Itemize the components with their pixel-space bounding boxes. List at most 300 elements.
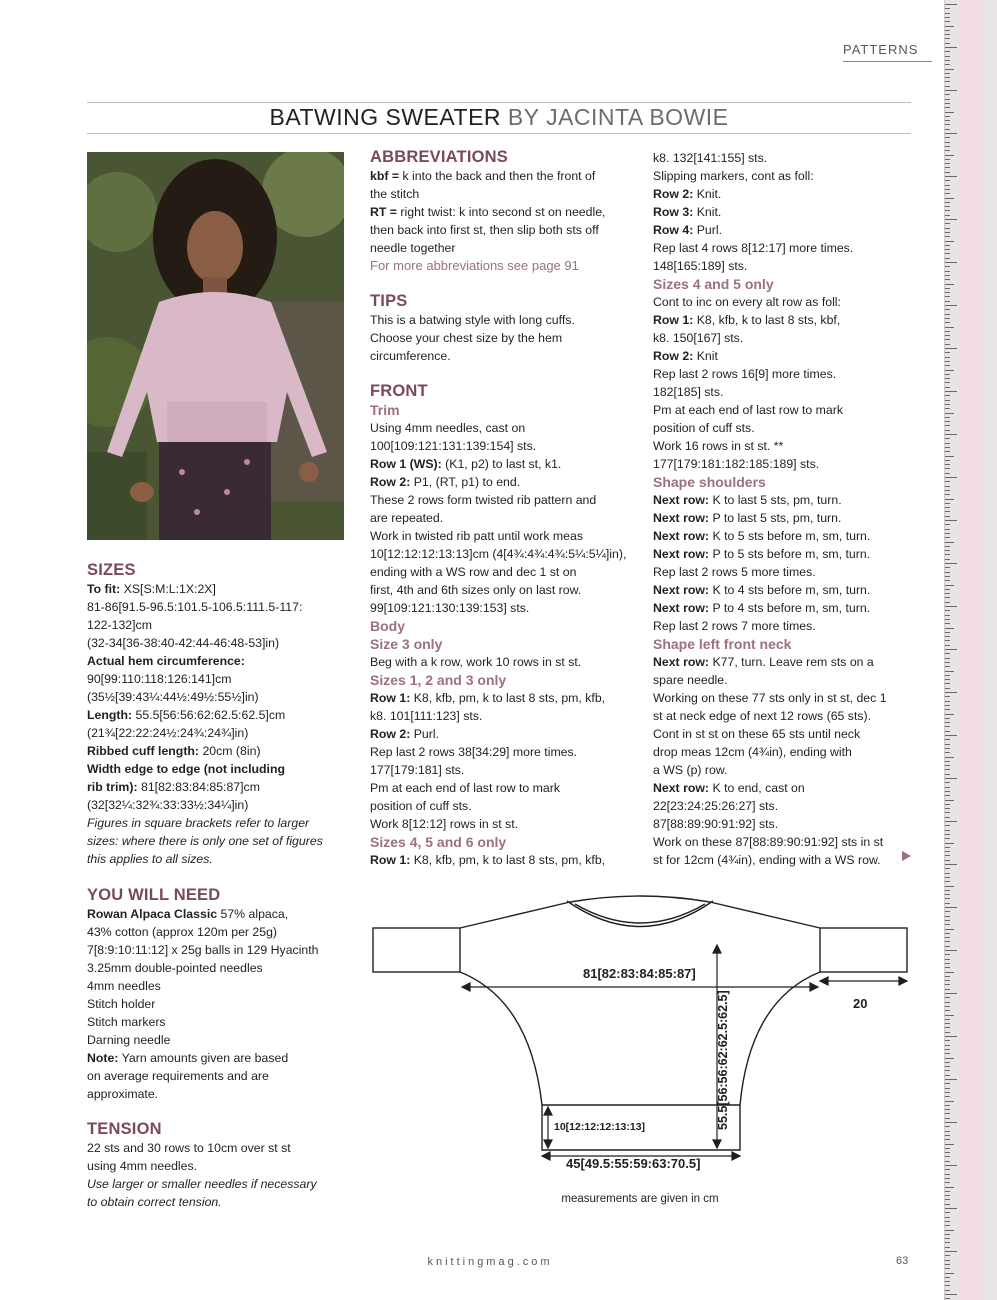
shoulders-line: Next row: K to 5 sts before m, sm, turn.: [653, 529, 871, 543]
ruler-tick: [945, 782, 950, 783]
sizes123-lines: [370, 689, 640, 833]
ruler-tick: [945, 430, 950, 431]
sizes-line: Actual hem circumference:: [87, 654, 245, 668]
abbreviations-lines: [370, 167, 640, 257]
shoulders-line: Next row: P to 4 sts before m, sm, turn.: [653, 601, 871, 615]
ruler-tick: [945, 933, 950, 934]
ruler-tick: [945, 1101, 954, 1102]
tension-line: 22 sts and 30 rows to 10cm over st st: [87, 1141, 291, 1155]
ruler-tick: [945, 94, 950, 95]
ruler-tick: [945, 378, 950, 379]
ruler-tick: [945, 739, 950, 740]
ruler-tick: [945, 722, 950, 723]
ruler-tick: [945, 585, 954, 586]
ruler-tick: [945, 133, 957, 134]
sizes45-line: Row 2: Knit: [653, 349, 718, 363]
ruler-tick: [945, 1015, 954, 1016]
shoulders-line: Next row: P to 5 sts before m, sm, turn.: [653, 547, 871, 561]
ruler-tick: [945, 296, 950, 297]
ruler-tick: [945, 1264, 950, 1265]
ruler-tick: [945, 1036, 957, 1037]
ruler-tick: [945, 443, 950, 444]
tension-note-line: to obtain correct tension.: [87, 1195, 222, 1209]
shoulders-line: Next row: K to 4 sts before m, sm, turn.: [653, 583, 871, 597]
ruler-tick: [945, 468, 950, 469]
ruler-tick: [945, 51, 950, 52]
shoulders-line: Next row: K to last 5 sts, pm, turn.: [653, 493, 842, 507]
ruler-tick: [945, 301, 950, 302]
ruler-tick: [945, 718, 950, 719]
trim-heading: Trim: [370, 402, 400, 418]
right-cuff: [820, 928, 907, 972]
ruler-tick: [945, 322, 950, 323]
title-rule-top: [87, 102, 911, 103]
ruler-tick: [945, 81, 950, 82]
ruler-tick: [945, 894, 950, 895]
ruler-tick: [945, 1294, 957, 1295]
ruler-tick: [945, 997, 950, 998]
ruler-tick: [945, 112, 954, 113]
sizes-line: (21¾[22:22:24½:24¾:24¾]in): [87, 726, 249, 740]
ruler-tick: [945, 47, 957, 48]
ruler-tick: [945, 830, 950, 831]
hem-label: 45[49.5:55:59:63:70.5]: [566, 1156, 701, 1171]
sizes-line: (35½[39:43¼:44½:49½:55½]in): [87, 690, 259, 704]
ruler-tick: [945, 1075, 950, 1076]
ruler-tick: [945, 666, 950, 667]
ruler-tick: [945, 163, 950, 164]
neck-line: drop meas 12cm (4¾in), ending with: [653, 745, 852, 759]
need-lines: [87, 905, 349, 1103]
ruler-tick: [945, 1238, 950, 1239]
sizes-note-line: this applies to all sizes.: [87, 852, 213, 866]
ruler-tick: [945, 1148, 950, 1149]
sizes-lines: [87, 580, 349, 814]
ruler-tick: [945, 21, 950, 22]
ruler-tick: [945, 425, 950, 426]
ruler-tick: [945, 924, 950, 925]
col3-top-line: Row 4: Purl.: [653, 223, 723, 237]
section-underline: [843, 61, 932, 62]
sizes456-line: Row 1: K8, kfb, pm, k to last 8 sts, pm, kfb,: [370, 853, 606, 867]
width-label: 81[82:83:84:85:87]: [583, 966, 696, 981]
tension-lines: [87, 1139, 349, 1175]
ruler-tick: [945, 275, 950, 276]
more-abbreviations-link[interactable]: For more abbreviations see page 91: [370, 258, 579, 273]
ruler-tick: [945, 456, 954, 457]
need-line: 43% cotton (approx 120m per 25g): [87, 925, 278, 939]
ruler-tick: [945, 533, 950, 534]
trim-line: ending with a WS row and dec 1 st on: [370, 565, 577, 579]
trim-line: Row 1 (WS): (K1, p2) to last st, k1.: [370, 457, 562, 471]
ruler-tick: [945, 486, 950, 487]
ruler-tick: [945, 34, 950, 35]
ruler-tick: [945, 417, 950, 418]
ruler-tick: [945, 288, 950, 289]
trim-line: These 2 rows form twisted rib pattern and: [370, 493, 597, 507]
ruler-tick: [945, 976, 950, 977]
sizes-line: 81-86[91.5-96.5:101.5-106.5:111.5-117:: [87, 600, 303, 614]
ruler-tick: [945, 812, 950, 813]
ruler-tick: [945, 619, 950, 620]
size3-lines: [370, 653, 640, 671]
ruler-tick: [945, 1040, 950, 1041]
trim-line: 100[109:121:131:139:154] sts.: [370, 439, 537, 453]
ruler-tick: [945, 1109, 950, 1110]
ruler-tick: [945, 335, 950, 336]
ruler-tick: [945, 873, 950, 874]
ruler-tick: [945, 382, 950, 383]
neck-line: 87[88:89:90:91:92] sts.: [653, 817, 779, 831]
shoulders-line: Next row: P to last 5 sts, pm, turn.: [653, 511, 842, 525]
ruler-tick: [945, 137, 950, 138]
neck-line: st at neck edge of next 12 rows (65 sts).: [653, 709, 872, 723]
ruler-tick: [945, 593, 950, 594]
ruler-tick: [945, 64, 950, 65]
abbreviation-line: the stitch: [370, 187, 420, 201]
ruler-tick: [945, 172, 950, 173]
ruler-tick: [945, 314, 950, 315]
ruler-tick: [945, 597, 950, 598]
ruler-tick: [945, 206, 950, 207]
ruler-tick: [945, 731, 950, 732]
ruler-tick: [945, 1126, 950, 1127]
ruler-tick: [945, 1019, 950, 1020]
ruler-tick: [945, 1242, 950, 1243]
ruler-tick: [945, 56, 950, 57]
ruler-tick: [945, 1195, 950, 1196]
sizes123-line: Rep last 2 rows 38[34:29] more times.: [370, 745, 578, 759]
ruler-tick: [945, 757, 954, 758]
sizes123-line: Row 2: Purl.: [370, 727, 440, 741]
ruler-tick: [945, 1298, 950, 1299]
ruler-tick: [945, 1079, 957, 1080]
abbreviation-line: then back into first st, then slip both sts off: [370, 223, 599, 237]
ruler-tick: [945, 864, 957, 865]
ruler-tick: [945, 967, 950, 968]
ruler-tick: [945, 959, 950, 960]
ruler-tick: [945, 683, 950, 684]
trim-line: Work in twisted rib patt until work meas: [370, 529, 583, 543]
ruler-tick: [945, 671, 954, 672]
ruler-tick: [945, 494, 950, 495]
garment-schematic: [370, 890, 915, 1210]
model-photo-drawing: [87, 152, 344, 540]
tension-note-line: Use larger or smaller needles if necessary: [87, 1177, 317, 1191]
need-line: 7[8:9:10:11:12] x 25g balls in 129 Hyacinth: [87, 943, 319, 957]
ruler-tick: [945, 253, 950, 254]
sizes45-line: 177[179:181:182:185:189] sts.: [653, 457, 820, 471]
ruler-tick: [945, 1092, 950, 1093]
ruler-tick: [945, 142, 950, 143]
sizes-line: Width edge to edge (not including: [87, 762, 285, 776]
ruler-stripe: [959, 0, 981, 1300]
sizes123-line: Pm at each end of last row to mark: [370, 781, 561, 795]
ruler-tick: [945, 808, 950, 809]
tension-notes: [87, 1175, 349, 1211]
ruler-tick: [945, 606, 957, 607]
ruler-tick: [945, 610, 950, 611]
ruler-tick: [945, 279, 950, 280]
tips-line: Choose your chest size by the hem: [370, 331, 563, 345]
abbreviation-line: needle together: [370, 241, 456, 255]
ruler-tick: [945, 1006, 950, 1007]
ruler-tick: [945, 404, 950, 405]
ruler-tick: [945, 103, 950, 104]
ruler-tick: [945, 855, 950, 856]
ruler-tick: [945, 1225, 950, 1226]
ruler-tick: [945, 490, 950, 491]
ruler-tick: [945, 464, 950, 465]
ruler-tick: [945, 180, 950, 181]
ruler-tick: [945, 309, 950, 310]
ruler-tick: [945, 636, 950, 637]
diagram-caption: measurements are given in cm: [561, 1193, 719, 1205]
ruler-tick: [945, 765, 950, 766]
ruler-tick: [945, 1096, 950, 1097]
tips-line: This is a batwing style with long cuffs.: [370, 313, 575, 327]
ruler-tick: [945, 116, 950, 117]
ruler-tick: [945, 662, 950, 663]
ruler-tick: [945, 1234, 950, 1235]
ruler-tick: [945, 1285, 950, 1286]
ruler-tick: [945, 628, 954, 629]
ruler-tick: [945, 714, 954, 715]
ruler-tick: [945, 911, 950, 912]
ruler-tick: [945, 365, 950, 366]
neck-line: Next row: K77, turn. Leave rem sts on a: [653, 655, 874, 669]
ruler-tick: [945, 791, 950, 792]
ruler-tick: [945, 1273, 954, 1274]
ruler-tick: [945, 99, 950, 100]
ruler-tick: [945, 1174, 950, 1175]
ruler-tick: [945, 941, 950, 942]
ruler-tick: [945, 507, 950, 508]
ruler-tick: [945, 352, 950, 353]
front-heading: FRONT: [370, 382, 428, 400]
ruler-tick: [945, 503, 950, 504]
ruler-tick: [945, 774, 950, 775]
ruler-tick: [945, 77, 950, 78]
ruler-tick: [945, 258, 950, 259]
ruler-tick: [945, 1199, 950, 1200]
ruler-tick: [945, 374, 950, 375]
ruler-tick: [945, 90, 957, 91]
abbreviation-line: RT = right twist: k into second st on needle,: [370, 205, 606, 219]
ruler-tick: [945, 223, 950, 224]
sizes123-line: position of cuff sts.: [370, 799, 472, 813]
ruler-tick: [945, 1191, 950, 1192]
sizes45-line: position of cuff sts.: [653, 421, 755, 435]
ruler-tick: [945, 1178, 950, 1179]
ruler-tick: [945, 421, 950, 422]
neck-heading: Shape left front neck: [653, 636, 792, 652]
ruler-tick: [945, 550, 950, 551]
ruler-tick: [945, 640, 950, 641]
sizes-line: Ribbed cuff length: 20cm (8in): [87, 744, 261, 758]
ruler-tick: [945, 413, 954, 414]
ruler-tick: [945, 761, 950, 762]
ruler-tick: [945, 271, 950, 272]
column-middle: [370, 147, 640, 869]
ruler-tick: [945, 331, 950, 332]
ruler-tick: [945, 851, 950, 852]
ruler-tick: [945, 868, 950, 869]
sizes123-heading: Sizes 1, 2 and 3 only: [370, 672, 507, 688]
ruler-tick: [945, 232, 950, 233]
ruler-tick: [945, 800, 954, 801]
sizes-note-line: Figures in square brackets refer to larger: [87, 816, 310, 830]
ruler-tick: [945, 361, 950, 362]
ruler-tick: [945, 563, 957, 564]
ruler-tick: [945, 709, 950, 710]
ruler-tick: [945, 438, 950, 439]
ruler-tick: [945, 447, 950, 448]
continue-arrow-icon: [902, 851, 911, 861]
neck-lines: [653, 653, 915, 869]
ruler-tick: [945, 520, 957, 521]
ruler-tick: [945, 305, 957, 306]
trim-line: first, 4th and 6th sizes only on last row.: [370, 583, 582, 597]
ruler-tick: [945, 1277, 950, 1278]
sizes456-lines: [370, 851, 640, 869]
need-line: Stitch holder: [87, 997, 156, 1011]
ruler-tick: [945, 937, 950, 938]
ruler-tick: [945, 1161, 950, 1162]
ruler-tick: [945, 1105, 950, 1106]
ruler-tick: [945, 1152, 950, 1153]
tips-lines: [370, 311, 640, 365]
neck-line: Working on these 77 sts only in st st, dec 1: [653, 691, 887, 705]
ruler-tick: [945, 167, 950, 168]
ruler-tick: [945, 511, 950, 512]
ruler-tick: [945, 963, 950, 964]
sizes-line: rib trim): 81[82:83:84:85:87]cm: [87, 780, 260, 794]
left-cuff: [373, 928, 460, 972]
neck-line: a WS (p) row.: [653, 763, 728, 777]
ruler-tick: [945, 692, 957, 693]
ruler-tick: [945, 499, 954, 500]
ruler-tick: [945, 4, 957, 5]
trim-line: 10[12:12:12:13:13]cm (4[4¾:4¾:4¾:5¼:5¼]in),: [370, 547, 627, 561]
ruler-tick: [945, 292, 950, 293]
ruler-tick: [945, 13, 950, 14]
ruler-tick: [945, 950, 957, 951]
ruler-tick: [945, 120, 950, 121]
col3-top-line: Row 2: Knit.: [653, 187, 722, 201]
ruler-tick: [945, 847, 950, 848]
shoulders-lines: [653, 491, 915, 635]
ruler-tick: [945, 1251, 957, 1252]
ruler-tick: [945, 735, 957, 736]
shoulders-heading: Shape shoulders: [653, 474, 766, 490]
tension-line: using 4mm needles.: [87, 1159, 198, 1173]
ruler-tick: [945, 198, 954, 199]
ruler-tick: [945, 1122, 957, 1123]
ruler-tick: [945, 249, 950, 250]
ruler-tick: [945, 1182, 950, 1183]
ruler-tick: [945, 843, 954, 844]
ruler-tick: [945, 1281, 950, 1282]
sizes123-line: Work 8[12:12] rows in st st.: [370, 817, 519, 831]
ruler-tick: [945, 916, 950, 917]
ruler-tick: [945, 679, 950, 680]
ruler-tick: [945, 1230, 954, 1231]
ruler-tick: [945, 473, 950, 474]
ruler-tick: [945, 778, 957, 779]
ruler-tick: [945, 821, 957, 822]
ruler-tick: [945, 1187, 954, 1188]
tips-line: circumference.: [370, 349, 451, 363]
ruler-tick: [945, 537, 950, 538]
ruler-tick: [945, 245, 950, 246]
need-heading: YOU WILL NEED: [87, 886, 221, 904]
ruler-tick: [945, 395, 950, 396]
ruler-tick: [945, 787, 950, 788]
sizes45-line: 182[185] sts.: [653, 385, 724, 399]
title-rule-bottom: [87, 133, 911, 134]
ruler-tick: [945, 1113, 950, 1114]
trim-line: Row 2: P1, (RT, p1) to end.: [370, 475, 521, 489]
ruler-tick: [945, 236, 950, 237]
ruler-tick: [945, 589, 950, 590]
need-line: Rowan Alpaca Classic 57% alpaca,: [87, 907, 289, 921]
ruler-tick: [945, 890, 950, 891]
sizes123-line: Row 1: K8, kfb, pm, k to last 8 sts, pm, kfb,: [370, 691, 606, 705]
col3-top-line: 148[165:189] sts.: [653, 259, 748, 273]
ruler-tick: [945, 1255, 950, 1256]
ruler-tick: [945, 1217, 950, 1218]
col3-top-line: k8. 132[141:155] sts.: [653, 151, 768, 165]
column-right: [653, 149, 915, 869]
ruler-tick: [945, 516, 950, 517]
ruler-tick: [945, 481, 950, 482]
ruler-tick: [945, 434, 957, 435]
size3-heading: Size 3 only: [370, 636, 443, 652]
need-line: on average requirements and are: [87, 1069, 269, 1083]
ruler-tick: [945, 1045, 950, 1046]
ruler-tick: [945, 860, 950, 861]
ruler-tick: [945, 804, 950, 805]
ruler-tick: [945, 107, 950, 108]
ruler-tick: [945, 1062, 950, 1063]
ruler-tick: [945, 1260, 950, 1261]
ruler-tick: [945, 907, 957, 908]
ruler-tick: [945, 215, 950, 216]
column-left: [87, 560, 349, 1211]
ruler-tick: [945, 567, 950, 568]
need-line: 4mm needles: [87, 979, 161, 993]
ruler-tick: [945, 795, 950, 796]
ruler-tick: [945, 1212, 950, 1213]
ruler-tick: [945, 946, 950, 947]
sizes123-line: k8. 101[111:123] sts.: [370, 709, 483, 723]
ruler-tick: [945, 1135, 950, 1136]
ruler-tick: [945, 30, 950, 31]
ruler-tick: [945, 877, 950, 878]
ruler-tick: [945, 898, 950, 899]
ruler-tick: [945, 1088, 950, 1089]
trim-line: Using 4mm needles, cast on: [370, 421, 526, 435]
ruler-tick: [945, 954, 950, 955]
ruler-tick: [945, 370, 954, 371]
section-label: PATTERNS: [843, 42, 919, 57]
ruler-tick: [945, 825, 950, 826]
neck-line: Next row: K to end, cast on: [653, 781, 805, 795]
ruler-tick: [945, 1070, 950, 1071]
ruler-tick: [945, 748, 950, 749]
ruler-tick: [945, 645, 950, 646]
